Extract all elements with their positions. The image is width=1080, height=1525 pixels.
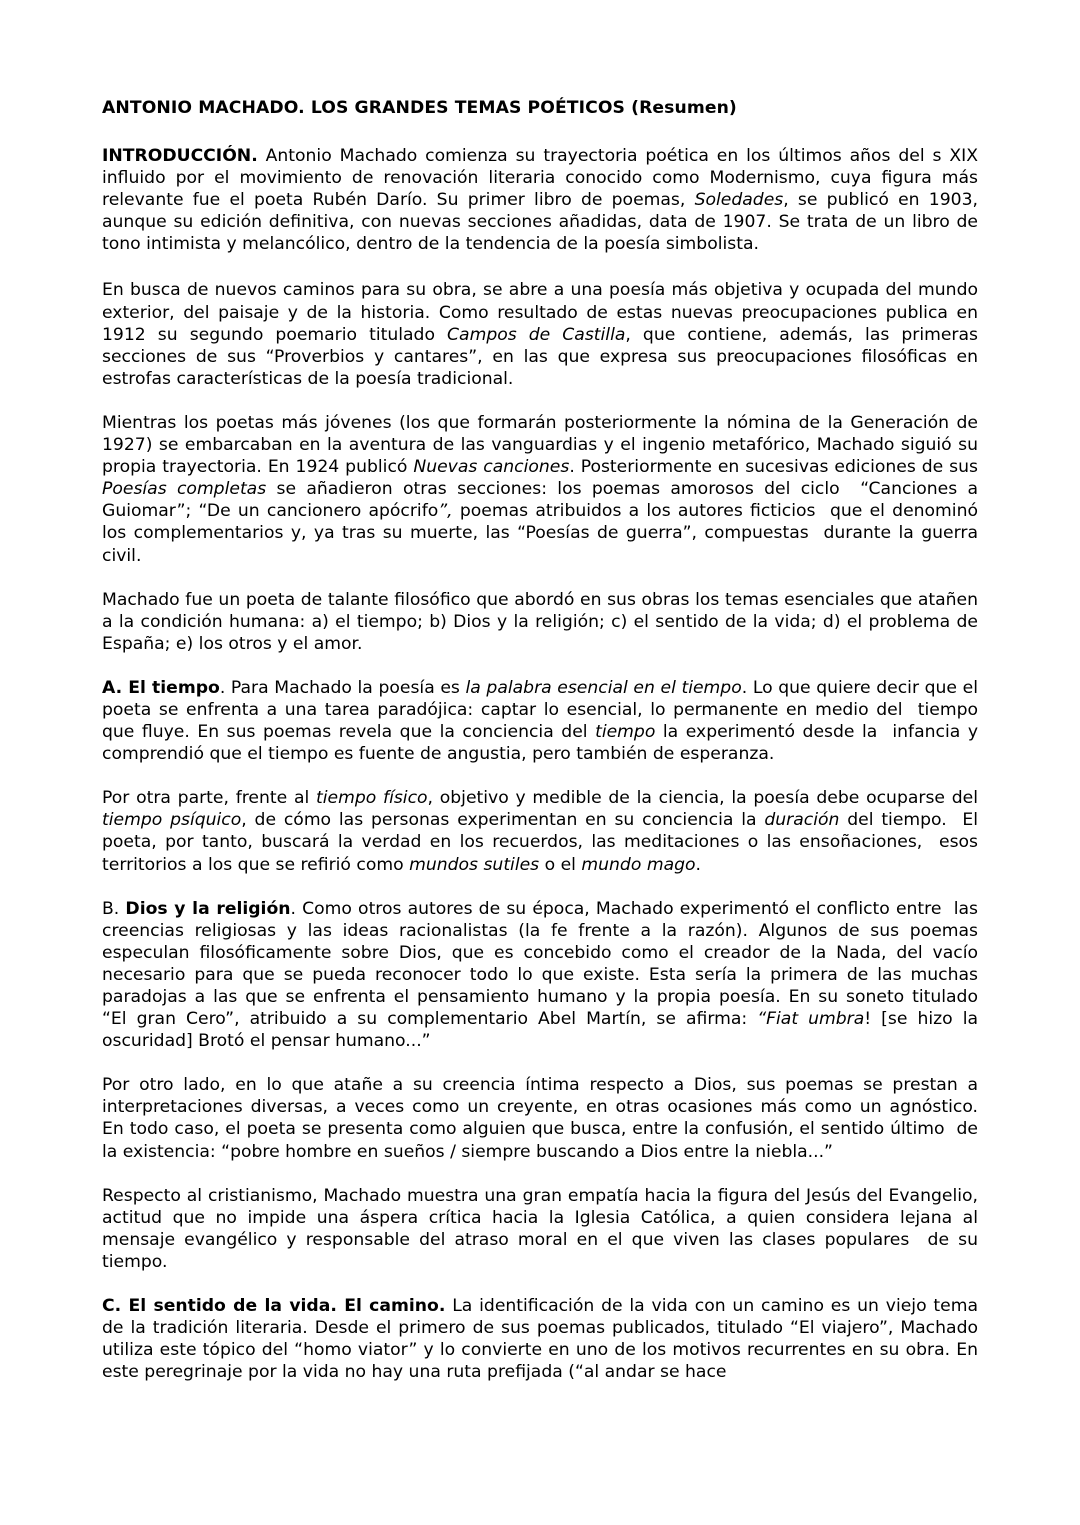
p6-text-5: o el xyxy=(539,854,582,875)
phrase-mundo-mago: mundo mago xyxy=(581,854,696,875)
section-c-el-sentido-de-la-vida xyxy=(102,1295,984,1383)
p2-text-2: , que contiene, además, las primeras secciones de sus “Proverbios y cantares”, en las que expresa sus preocupaciones filosóficas en estrofas características de la poesía tradicional. xyxy=(102,324,984,389)
quote-fiat-umbra: “Fiat umbra xyxy=(757,1009,865,1030)
p4-text: Machado fue un poeta de talante filosófico que abordó en sus obras los temas esenciales que atañen a la condición humana: a) el tiempo; b) Dios y la religión; c) el sentido de la vida; d) el problema de España; e) los otros y el amor. xyxy=(102,589,984,654)
section-a-text-1: . Para Machado la poesía es xyxy=(219,677,466,698)
title-nuevas-canciones: Nuevas canciones xyxy=(413,457,570,478)
section-a-text-2: . Lo que quiere decir que el poeta se enfrenta a una tarea paradójica: captar lo esencial, lo permanente en medio del tiempo que fluye. En sus poemas revela que la conciencia del xyxy=(102,677,984,743)
spacer xyxy=(102,567,978,589)
p6-text-4: del tiempo. El poeta, por tanto, buscará la verdad en los recuerdos, las meditaciones o las ensoñaciones, esos territorios a los que se refirió como xyxy=(102,810,984,875)
phrase-mundos-sutiles: mundos sutiles xyxy=(409,854,540,875)
p3-text-1: Mientras los poetas más jóvenes (los que formarán posteriormente la nómina de la Generación de 1927) se embarcaban en la aventura de las vanguardias y el ingenio metafórico, Machado siguió su propia trayectoria. En 1924 publicó xyxy=(102,412,984,478)
p6-text-3: , de cómo las personas experimentan en su conciencia la xyxy=(241,810,765,831)
spacer xyxy=(102,1163,978,1185)
phrase-tiempo-fisico: tiempo físico xyxy=(316,788,428,809)
section-b-dios-y-la-religion xyxy=(102,898,995,1053)
p6-text-6: . xyxy=(695,854,701,875)
p3-text-4: poemas atribuidos a los autores ficticios que el denominó los complementarios y, ya tras su muerte, las “Poesías de guerra”, compuestas durante la guerra civil. xyxy=(102,501,984,566)
p3-text-2: . Posteriormente en sucesivas ediciones de sus xyxy=(569,457,984,478)
spacer xyxy=(102,876,978,898)
section-b-heading: Dios y la religión xyxy=(125,898,291,919)
p9-text: Respecto al cristianismo, Machado muestra una gran empatía hacia la figura del Jesús del Evangelio, actitud que no impide una áspera crítica hacia la Iglesia Católica, a quien considera lejana al mensaje evangélico y responsable del atraso moral en el que viven las clases populares de su tiempo. xyxy=(102,1185,984,1272)
p3-text-3: se añadieron otras secciones: los poemas amorosos del ciclo “Canciones a Guiomar”; “De un cancionero apócrifo xyxy=(102,479,984,522)
document-body xyxy=(102,97,995,1383)
paragraph-cristianismo xyxy=(102,1185,984,1273)
phrase-tiempo-psiquico: tiempo psíquico xyxy=(102,810,242,831)
section-b-text-2: ! [se hizo la oscuridad] Brotó el pensar humano...” xyxy=(102,1009,989,1052)
spacer xyxy=(102,1052,978,1074)
p3-italic-quote-close: ”, xyxy=(438,501,453,522)
spacer xyxy=(102,765,978,787)
section-b-prefix: B. xyxy=(102,898,126,919)
paragraph-temas-esenciales xyxy=(102,589,984,655)
intro-text-2: , se publicó en 1903, aunque su edición definitiva, con nuevas secciones añadidas, data de 1907. Se trata de un libro de tono intimista y melancólico, dentro de la tendencia de la poesía simbolista. xyxy=(102,190,984,255)
section-a-el-tiempo xyxy=(102,677,984,765)
word-tiempo: tiempo xyxy=(595,722,656,743)
phrase-palabra-esencial: la palabra esencial en el tiempo xyxy=(465,677,742,698)
title-soledades: Soledades xyxy=(694,190,784,211)
paragraph-tiempo-fisico-psiquico xyxy=(102,787,984,875)
p8-text: Por otro lado, en lo que atañe a su creencia íntima respecto a Dios, sus poemas se prestan a interpretaciones diversas, a veces como un creyente, en otras ocasiones más como un agnóstico. En todo caso, el poeta se presenta como alguien que busca, entre la confusión, el sentido último de la existencia: “pobre hombre en sueños / siempre buscando a Dios entre la niebla...” xyxy=(102,1075,989,1162)
p2-text-1: En busca de nuevos caminos para su obra, se abre a una poesía más objetiva y ocupada del mundo exterior, del paisaje y de la historia. Como resultado de estas nuevas preocupaciones publica en 1912 su segundo poemario titulado xyxy=(102,280,984,345)
spacer xyxy=(102,1273,978,1295)
spacer xyxy=(102,390,978,412)
word-duracion: duración xyxy=(764,810,840,831)
title-campos-de-castilla: Campos de Castilla xyxy=(447,324,626,345)
paragraph-generacion-1927 xyxy=(102,412,984,567)
section-a-heading: A. El tiempo xyxy=(102,677,220,698)
page-title: ANTONIO MACHADO. LOS GRANDES TEMAS POÉTICOS (Resumen) xyxy=(102,98,737,118)
spacer xyxy=(102,255,978,279)
paragraph-introduccion xyxy=(102,145,984,255)
title-poesias-completas: Poesías completas xyxy=(102,479,267,500)
intro-text-1: Antonio Machado comienza su trayectoria poética en los últimos años del s XIX influido por el movimiento de renovación literaria conocido como Modernismo, cuya figura más relevante fue el poeta Rubén Darío. Su primer libro de poemas, xyxy=(102,146,984,211)
p6-text-1: Por otra parte, frente al xyxy=(102,788,317,809)
spacer xyxy=(102,119,978,145)
intro-label: INTRODUCCIÓN. xyxy=(102,146,258,166)
section-a-text-3: la experimentó desde la infancia y comprendió que el tiempo es fuente de angustia, pero también de esperanza. xyxy=(102,722,984,765)
section-c-heading: C. El sentido de la vida. El camino. xyxy=(102,1296,446,1317)
section-c-text: La identificación de la vida con un camino es un viejo tema de la tradición literaria. Desde el primero de sus poemas publicados, titulado “El viajero”, Machado utiliza este tópico del “homo viator” y lo convierte en uno de los motivos recurrentes en su obra. En este peregrinaje por la vida no hay una ruta prefijada (“al andar se hace xyxy=(102,1296,984,1383)
section-b-text-1: . Como otros autores de su época, Machado experimentó el conflicto entre las creencias religiosas y las ideas racionalistas (la fe frente a la razón). Algunos de sus poemas especulan filosóficamente sobre Dios, que es concebido como el creador de la Nada, del vacío necesario para que se pueda reconocer todo lo que existe. Esta sería la primera de las muchas paradojas a las que se enfrenta el pensamiento humano y la propia poesía. En su soneto titulado “El gran Cero”, atribuido a su complementario Abel Martín, se afirma: xyxy=(102,898,995,1030)
paragraph-campos-de-castilla xyxy=(102,279,984,389)
paragraph-creencia-intima xyxy=(102,1074,989,1162)
spacer xyxy=(102,655,978,677)
p6-text-2: , objetivo y medible de la ciencia, la poesía debe ocuparse del xyxy=(427,788,984,809)
